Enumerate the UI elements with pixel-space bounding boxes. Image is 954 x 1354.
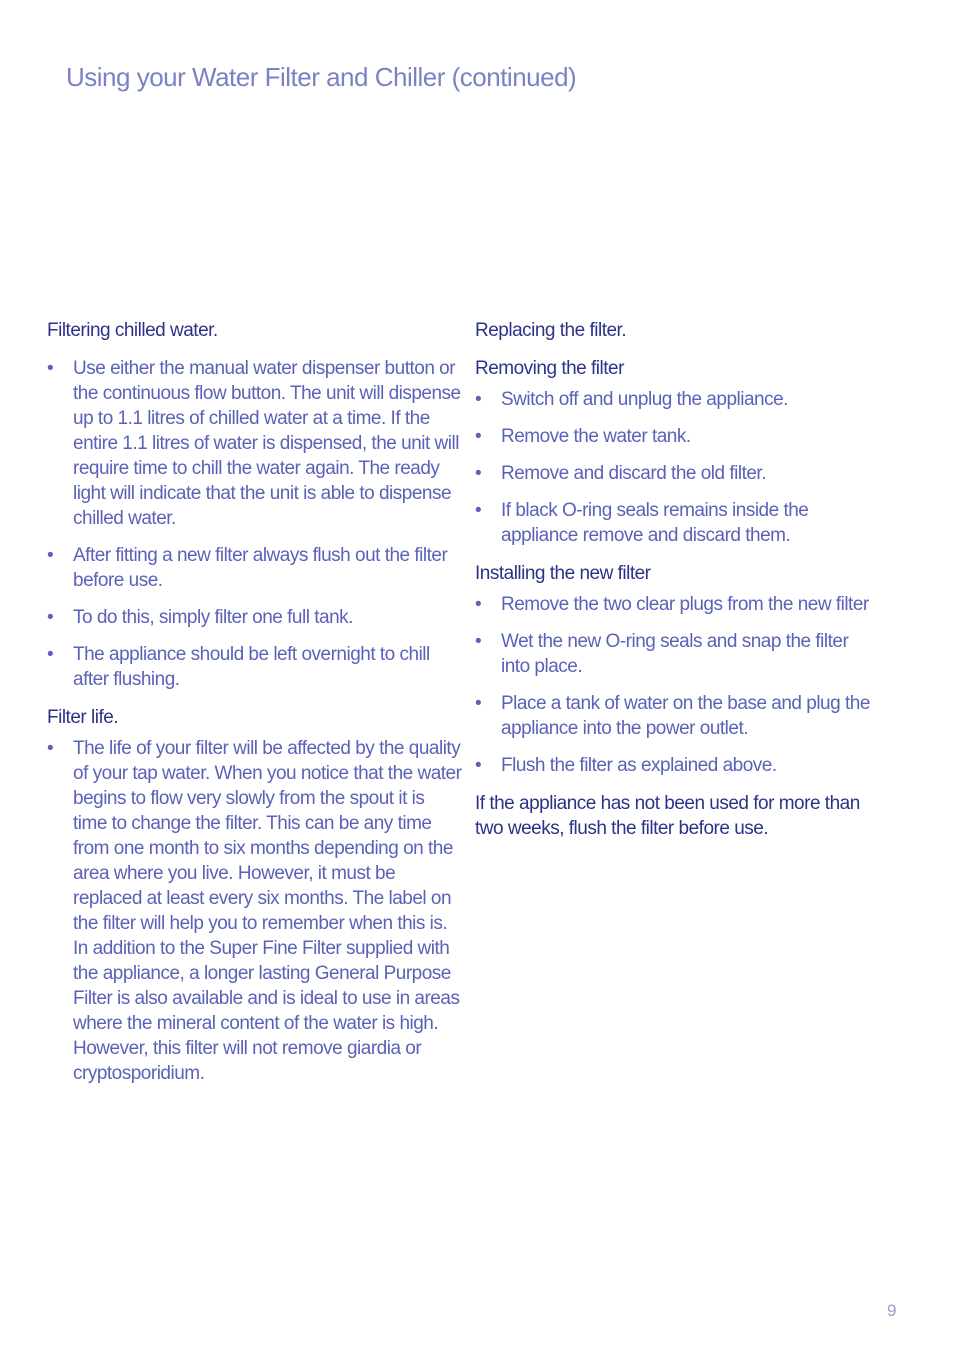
filtering-heading: Filtering chilled water. (47, 320, 218, 341)
list-item (47, 642, 462, 692)
page-title: Using your Water Filter and Chiller (continued) (66, 62, 577, 92)
bullet-icon: • (47, 358, 54, 379)
bullet-icon: • (475, 755, 482, 776)
list-item (475, 461, 875, 486)
list-item (475, 691, 875, 741)
list-item (475, 592, 875, 617)
list-item-text: Remove the two clear plugs from the new filter (501, 594, 869, 615)
bullet-icon: • (475, 693, 482, 714)
removing-list (475, 387, 875, 548)
bullet-icon: • (475, 389, 482, 410)
left-column (47, 318, 462, 1099)
bullet-icon: • (475, 631, 482, 652)
list-item-text: After fitting a new filter always flush out the filter before use. (73, 545, 448, 591)
list-item-text: Flush the filter as explained above. (501, 755, 777, 776)
bullet-icon: • (47, 545, 54, 566)
installing-list (475, 592, 875, 778)
list-item (47, 736, 462, 1086)
list-item-text: The life of your filter will be affected by the quality of your tap water. When you notice that the water begins to flow very slowly from the spout it is time to change the filter. This can be any time from one month to six months depending on the area where you live. However, it must be replaced at least every six months. The label on the filter will help you to remember when this is. In addition to the Super Fine Filter supplied with the appliance, a longer lasting General Purpose Filter is also available and is ideal to use in areas where the mineral content of the water is high. However, this filter will not remove giardia or cryptosporidium. (73, 738, 462, 1084)
bullet-icon: • (475, 594, 482, 615)
removing-heading: Removing the filter (475, 358, 624, 379)
unused-appliance-note: If the appliance has not been used for more than two weeks, flush the filter before use. (475, 793, 860, 839)
list-item-text: Remove the water tank. (501, 426, 691, 447)
list-item-text: To do this, simply filter one full tank. (73, 607, 353, 628)
filter-life-heading: Filter life. (47, 707, 119, 728)
list-item-text: If black O-ring seals remains inside the appliance remove and discard them. (501, 500, 809, 546)
list-item-text: Use either the manual water dispenser button or the continuous flow button. The unit will dispense up to 1.1 litres of chilled water at a time. If the entire 1.1 litres of water is dispensed, the unit will require time to chill the water again. The ready light will indicate that the unit is able to dispense chilled water. (73, 358, 461, 529)
bullet-icon: • (47, 738, 54, 759)
bullet-icon: • (47, 644, 54, 665)
bullet-icon: • (475, 426, 482, 447)
list-item (475, 424, 875, 449)
list-item (475, 753, 875, 778)
list-item (47, 356, 462, 531)
bullet-icon: • (475, 500, 482, 521)
list-item (475, 629, 875, 679)
list-item (47, 543, 462, 593)
bullet-icon: • (47, 607, 54, 628)
list-item (475, 387, 875, 412)
filtering-list (47, 356, 462, 692)
page-number: 9 (887, 1301, 897, 1320)
list-item-text: Remove and discard the old filter. (501, 463, 766, 484)
bullet-icon: • (475, 463, 482, 484)
list-item-text: Switch off and unplug the appliance. (501, 389, 788, 410)
list-item (47, 605, 462, 630)
right-column (475, 318, 875, 841)
list-item (475, 498, 875, 548)
list-item-text: The appliance should be left overnight to chill after flushing. (73, 644, 430, 690)
installing-heading: Installing the new filter (475, 563, 651, 584)
replacing-heading: Replacing the filter. (475, 320, 627, 341)
list-item-text: Wet the new O-ring seals and snap the filter into place. (501, 631, 849, 677)
list-item-text: Place a tank of water on the base and plug the appliance into the power outlet. (501, 693, 870, 739)
filter-life-list (47, 736, 462, 1086)
